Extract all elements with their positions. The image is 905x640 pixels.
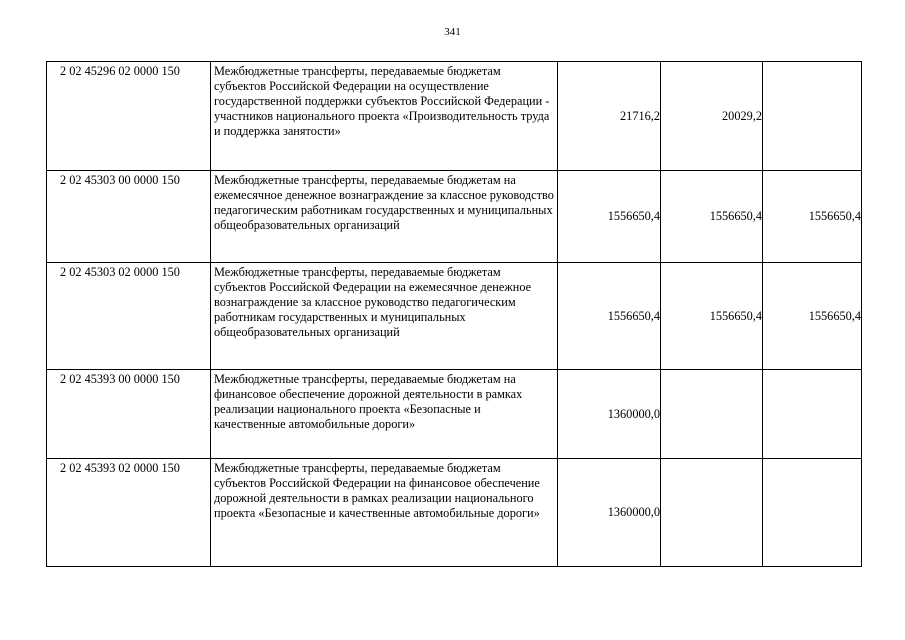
page-number: 341 — [444, 26, 461, 38]
value-cell-2: 1556650,4 — [661, 263, 763, 370]
value-cell-1: 1360000,0 — [558, 370, 661, 459]
value-cell-3: 1556650,4 — [763, 263, 862, 370]
description-cell: Межбюджетные трансферты, передаваемые бюджетам на финансовое обеспечение дорожной деятельности в рамках реализации национального проекта «Безопасные и качественные автомобильные дороги» — [211, 370, 558, 459]
value-cell-3: 1556650,4 — [763, 171, 862, 263]
value-cell-1: 1360000,0 — [558, 459, 661, 567]
table-row — [47, 263, 862, 370]
value-cell-1: 1556650,4 — [558, 263, 661, 370]
value-cell-1: 1556650,4 — [558, 171, 661, 263]
value-cell-1: 21716,2 — [558, 62, 661, 171]
table-row — [47, 370, 862, 459]
value-cell-3 — [763, 62, 862, 171]
table-row — [47, 459, 862, 567]
table-row — [47, 171, 862, 263]
description-cell: Межбюджетные трансферты, передаваемые бюджетам на ежемесячное денежное вознаграждение за классное руководство педагогическим работникам государственных и муниципальных общеобразовательных организаций — [211, 171, 558, 263]
budget-code-cell: 2 02 45303 00 0000 150 — [47, 171, 211, 263]
value-cell-2 — [661, 459, 763, 567]
budget-code-cell: 2 02 45393 00 0000 150 — [47, 370, 211, 459]
description-cell: Межбюджетные трансферты, передаваемые бюджетам субъектов Российской Федерации на ежемесячное денежное вознаграждение за классное руководство педагогическим работникам государственных и муниципальных общеобразовательных организаций — [211, 263, 558, 370]
budget-code-cell: 2 02 45296 02 0000 150 — [47, 62, 211, 171]
value-cell-3 — [763, 370, 862, 459]
budget-code-cell: 2 02 45393 02 0000 150 — [47, 459, 211, 567]
budget-code-cell: 2 02 45303 02 0000 150 — [47, 263, 211, 370]
budget-table — [46, 61, 862, 567]
value-cell-2: 1556650,4 — [661, 171, 763, 263]
description-cell: Межбюджетные трансферты, передаваемые бюджетам субъектов Российской Федерации на осуществление государственной поддержки субъектов Российской Федерации - участников национального проекта «Производительность труда и поддержка занятости» — [211, 62, 558, 171]
value-cell-3 — [763, 459, 862, 567]
value-cell-2: 20029,2 — [661, 62, 763, 171]
description-cell: Межбюджетные трансферты, передаваемые бюджетам субъектов Российской Федерации на финансовое обеспечение дорожной деятельности в рамках реализации национального проекта «Безопасные и качественные автомобильные дороги» — [211, 459, 558, 567]
value-cell-2 — [661, 370, 763, 459]
table-row — [47, 62, 862, 171]
